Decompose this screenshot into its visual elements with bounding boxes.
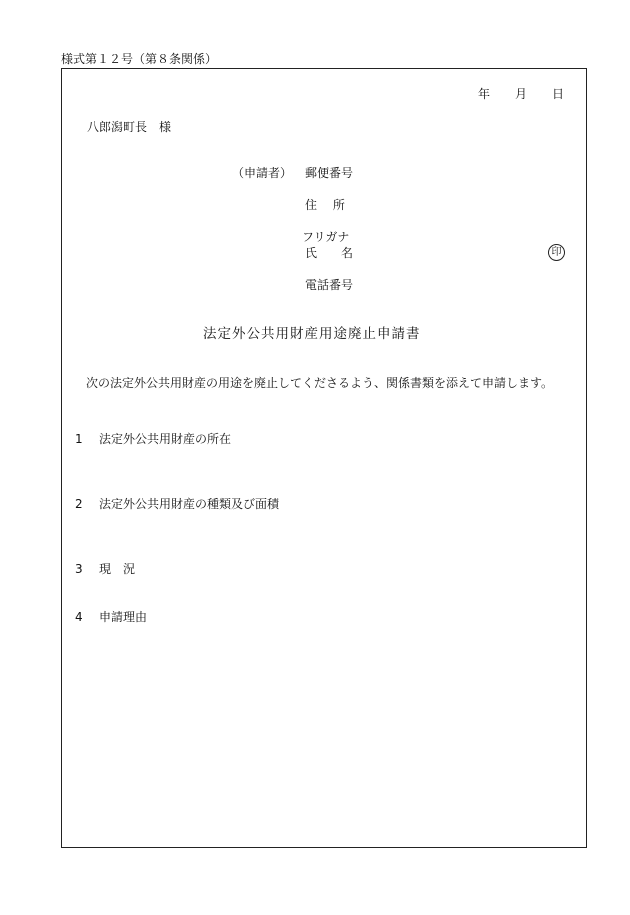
addressee: 八郎潟町長 様: [87, 120, 172, 134]
item-4-number: 4: [75, 610, 83, 624]
item-3-number: 3: [75, 562, 83, 576]
form-number: 様式第１２号（第８条関係）: [61, 52, 218, 66]
item-1-label: 法定外公共用財産の所在: [99, 432, 232, 446]
name-label: 氏 名: [305, 246, 354, 260]
item-2-label: 法定外公共用財産の種類及び面積: [99, 497, 280, 511]
date-year-label: 年: [478, 87, 491, 101]
form-frame: [61, 68, 587, 848]
document-title: 法定外公共用財産用途廃止申請書: [203, 326, 421, 342]
postal-code-label: 郵便番号: [305, 166, 354, 180]
seal-mark-icon: [548, 244, 565, 261]
body-text: 次の法定外公共用財産の用途を廃止してくださるよう、関係書類を添えて申請します。: [86, 376, 554, 390]
item-4-label: 申請理由: [99, 610, 148, 624]
furigana-label: フリガナ: [302, 230, 350, 244]
seal-mark-text: 印: [551, 246, 562, 258]
applicant-label: （申請者）: [232, 166, 293, 180]
item-3-label: 現 況: [99, 562, 136, 576]
item-1-number: 1: [75, 432, 83, 446]
item-2-number: 2: [75, 497, 83, 511]
date-day-label: 日: [552, 87, 565, 101]
address-label: 住 所: [305, 198, 345, 212]
date-month-label: 月: [515, 87, 528, 101]
phone-label: 電話番号: [305, 278, 354, 292]
